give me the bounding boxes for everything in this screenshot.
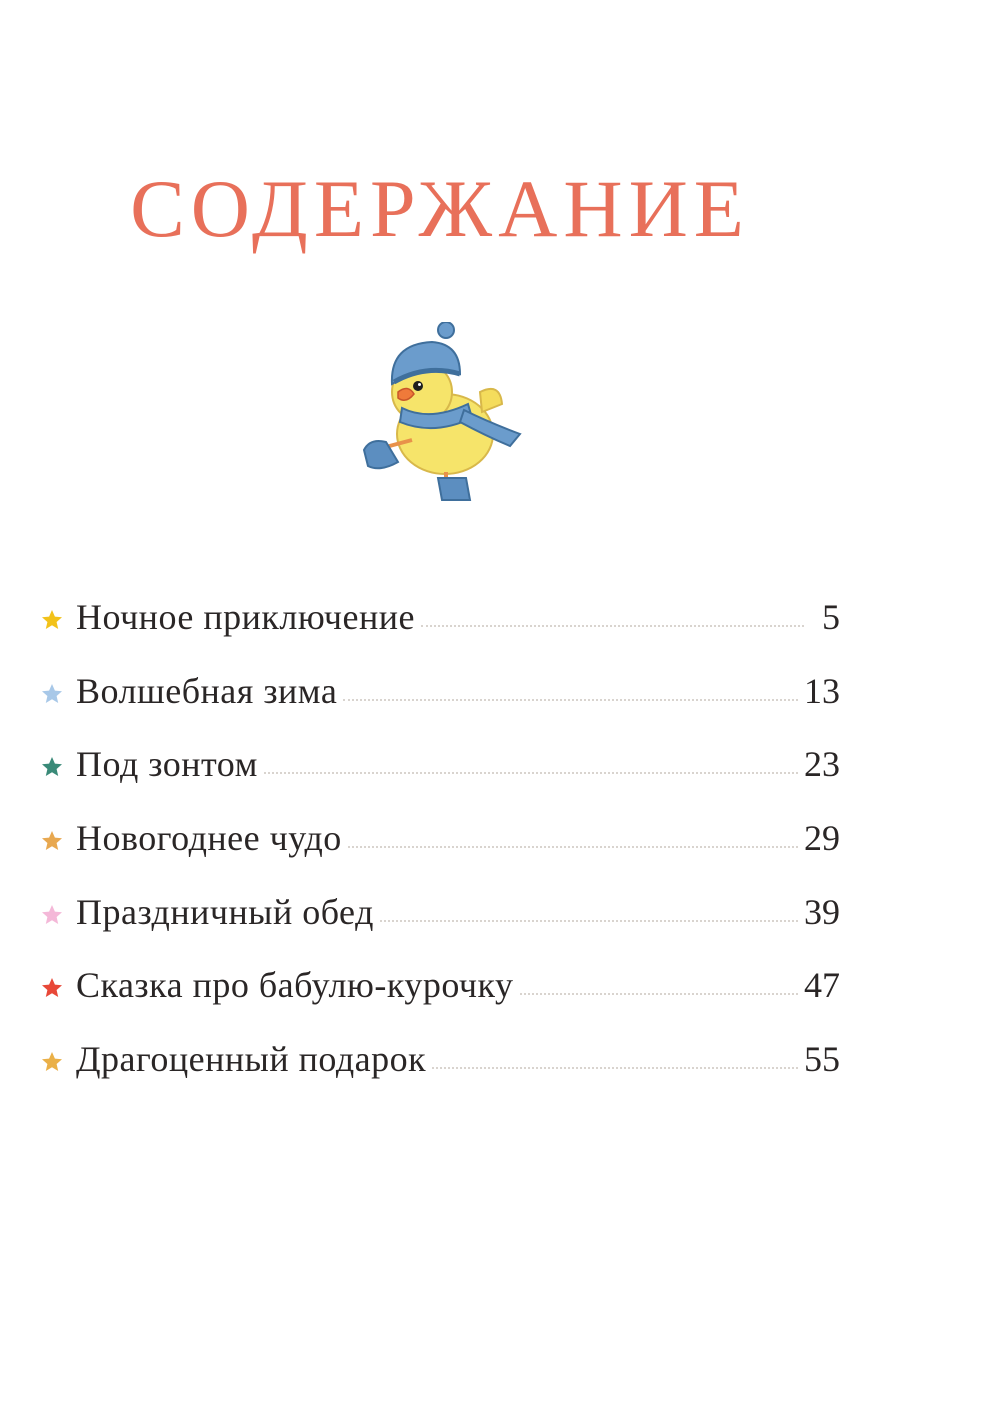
star-shape [42, 905, 62, 924]
toc-entry-title: Драгоценный подарок [76, 1039, 427, 1080]
star-shape [42, 757, 62, 776]
dot-leader [264, 772, 798, 774]
toc-entry[interactable] [40, 891, 840, 965]
star-icon [40, 682, 64, 706]
page-title: СОДЕРЖАНИЕ [130, 163, 750, 254]
star-icon [40, 903, 64, 927]
star-shape [42, 978, 62, 997]
toc-entry[interactable] [40, 596, 840, 670]
dot-leader [421, 625, 804, 627]
star-shape [42, 831, 62, 850]
star-icon [40, 829, 64, 853]
table-of-contents [40, 596, 840, 1112]
dot-leader [343, 699, 798, 701]
toc-entry-page: 23 [804, 744, 840, 785]
star-icon [40, 1050, 64, 1074]
toc-entry[interactable] [40, 817, 840, 891]
toc-entry[interactable] [40, 1038, 840, 1112]
dot-leader [520, 993, 799, 995]
toc-entry[interactable] [40, 670, 840, 744]
toc-entry-page: 55 [804, 1039, 840, 1080]
toc-entry-title: Праздничный обед [76, 891, 374, 932]
duckling-illustration [360, 322, 525, 504]
dot-leader [380, 920, 798, 922]
toc-entry[interactable] [40, 964, 840, 1038]
toc-entry-title: Волшебная зима [76, 670, 338, 711]
toc-entry-page: 29 [804, 818, 840, 859]
star-icon [40, 976, 64, 1000]
star-shape [42, 1052, 62, 1071]
star-shape [42, 610, 62, 629]
toc-entry-title: Сказка про бабулю-курочку [76, 965, 514, 1006]
toc-entry-title: Под зонтом [76, 744, 258, 785]
star-shape [42, 684, 62, 703]
dot-leader [348, 846, 798, 848]
toc-entry-page: 13 [804, 670, 840, 711]
star-icon [40, 755, 64, 779]
dot-leader [432, 1067, 798, 1069]
star-icon [40, 608, 64, 632]
toc-entry-page: 47 [804, 965, 840, 1006]
toc-entry-page: 39 [804, 891, 840, 932]
duckling-icon [360, 322, 525, 504]
toc-entry-title: Новогоднее чудо [76, 818, 342, 859]
toc-entry-page: 5 [822, 597, 840, 637]
toc-entry-title: Ночное приключение [76, 597, 415, 637]
toc-entry[interactable] [40, 743, 840, 817]
